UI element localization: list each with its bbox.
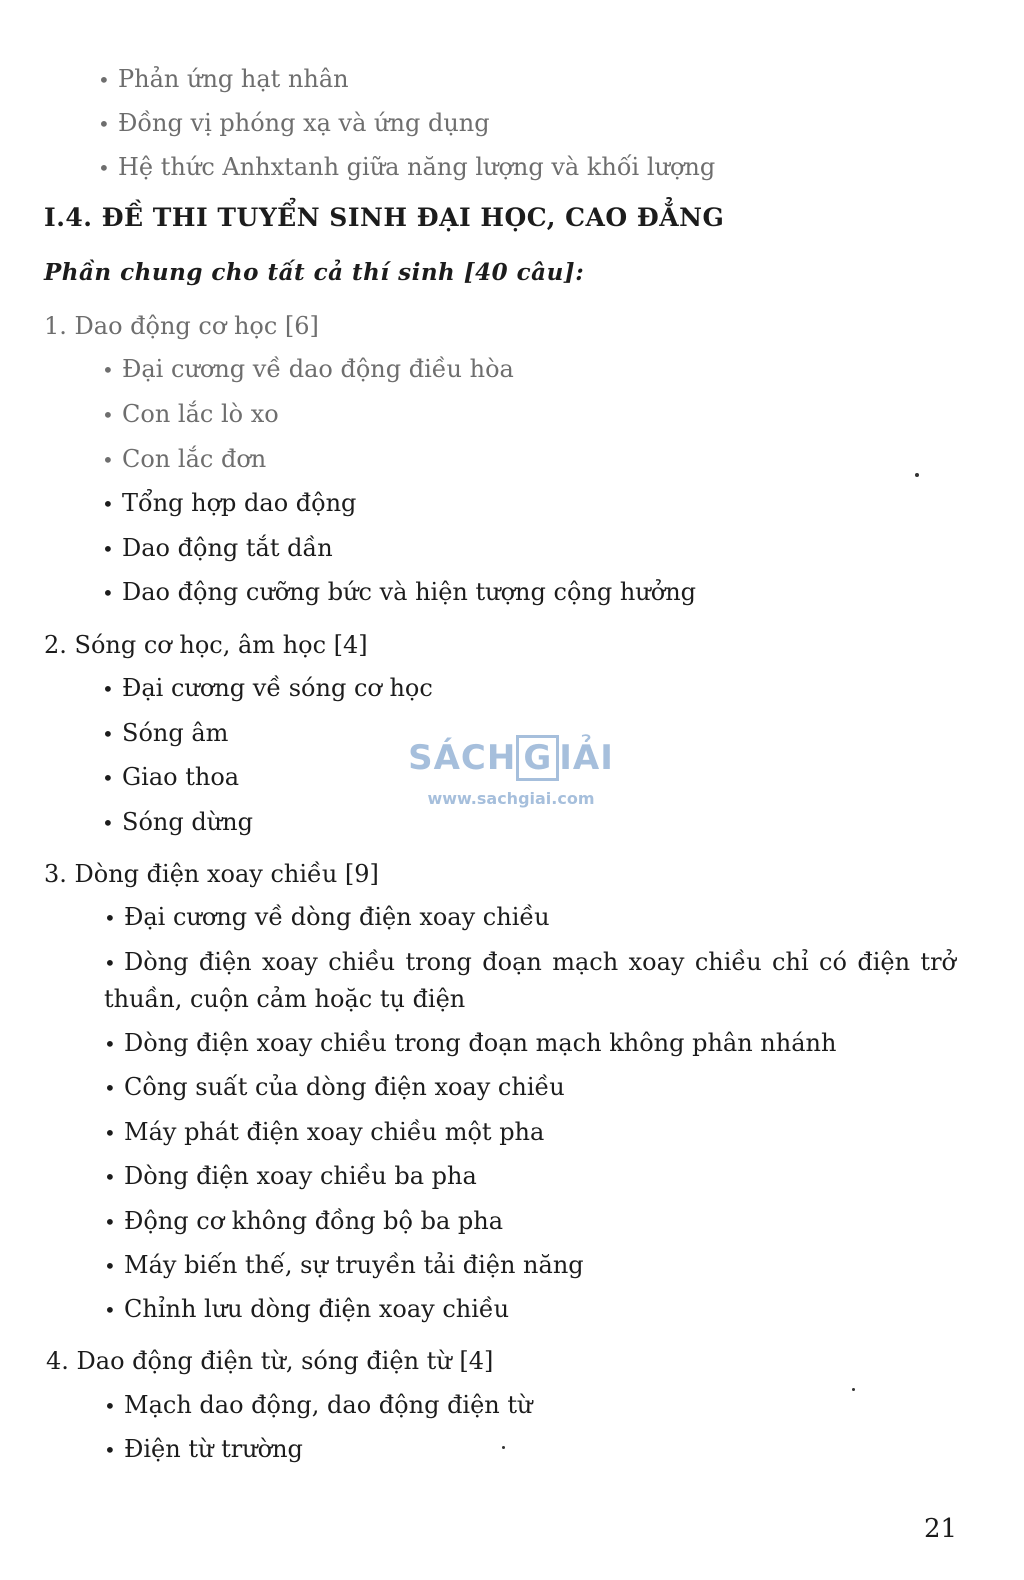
list-item-text: Đại cương về sóng cơ học [122,674,433,702]
list-item [102,673,433,704]
topic-title: 2. Sóng cơ học, âm học [4] [44,631,368,659]
list-item-wrapped [104,944,956,1017]
list-item-text: Đồng vị phóng xạ và ứng dụng [118,109,490,137]
list-item [104,1250,584,1281]
watermark-brand-right: IẢI [559,738,614,778]
list-item-text: Dòng điện xoay chiều ba pha [124,1162,477,1190]
list-item [102,399,279,430]
list-item [102,354,514,385]
topic-title: 4. Dao động điện từ, sóng điện từ [4] [46,1347,494,1375]
list-item-text: Dao động cưỡng bức và hiện tượng cộng hưởng [122,578,697,606]
list-item-text: Hệ thức Anhxtanh giữa năng lượng và khối lượng [118,153,716,181]
list-item [102,577,696,608]
list-item-text: Máy biến thế, sự truyền tải điện năng [124,1251,584,1279]
section-heading: I.4. ĐỀ THI TUYỂN SINH ĐẠI HỌC, CAO ĐẲNG [44,203,725,232]
list-item-text: Chỉnh lưu dòng điện xoay chiều [124,1295,510,1323]
scan-speck [502,1446,505,1449]
list-item-text: Đại cương về dao động điều hòa [122,355,514,383]
list-item [98,64,349,95]
list-item-text: Dòng điện xoay chiều trong đoạn mạch không phân nhánh [124,1029,837,1057]
topic-title: 3. Dòng điện xoay chiều [9] [44,860,379,888]
list-item [98,152,715,183]
watermark-url: www.sachgiai.com [427,789,595,808]
list-item-text: Điện từ trường [124,1435,303,1463]
list-item-text: Dòng điện xoay chiều trong đoạn mạch xoay chiều chỉ có điện trở thuần, cuộn cảm hoặc tụ điện [104,948,956,1013]
subheading: Phần chung cho tất cả thí sinh [40 câu]: [44,259,585,286]
list-item-text: Mạch dao động, dao động điện từ [124,1391,533,1419]
list-item [98,108,490,139]
watermark-brand-box: G [516,735,559,781]
list-item [102,533,333,564]
topic-title: 1. Dao động cơ học [6] [44,312,319,340]
list-item-text: Đại cương về dòng điện xoay chiều [124,903,550,931]
list-item-text: Phản ứng hạt nhân [118,65,349,93]
scan-speck [915,473,919,477]
page-number: 21 [924,1514,958,1544]
list-item [104,1028,836,1059]
list-item [104,1294,509,1325]
list-item [102,488,356,519]
watermark [406,735,616,808]
list-item-text: Động cơ không đồng bộ ba pha [124,1207,504,1235]
list-item [102,718,228,749]
list-item-text: Máy phát điện xoay chiều một pha [124,1118,545,1146]
list-item [104,1206,503,1237]
watermark-logo [406,735,616,781]
watermark-brand-left: SÁCH [408,738,517,778]
list-item-text: Sóng dừng [122,808,253,836]
list-item [102,807,253,838]
list-item [104,1390,533,1421]
scan-speck [852,1388,855,1391]
list-item-text: Công suất của dòng điện xoay chiều [124,1073,565,1101]
list-item-text: Giao thoa [122,763,240,791]
list-item [104,1161,477,1192]
list-item [104,902,550,933]
list-item [102,444,266,475]
list-item-text: Dao động tắt dần [122,534,333,562]
list-item [104,1072,565,1103]
bullet-glyph: • [104,951,116,975]
list-item [104,1117,544,1148]
list-item [102,762,239,793]
list-item-text: Tổng hợp dao động [122,489,357,517]
list-item [104,1434,303,1465]
list-item-text: Con lắc lò xo [122,400,279,428]
list-item-text: Sóng âm [122,719,229,747]
list-item-text: Con lắc đơn [122,445,267,473]
